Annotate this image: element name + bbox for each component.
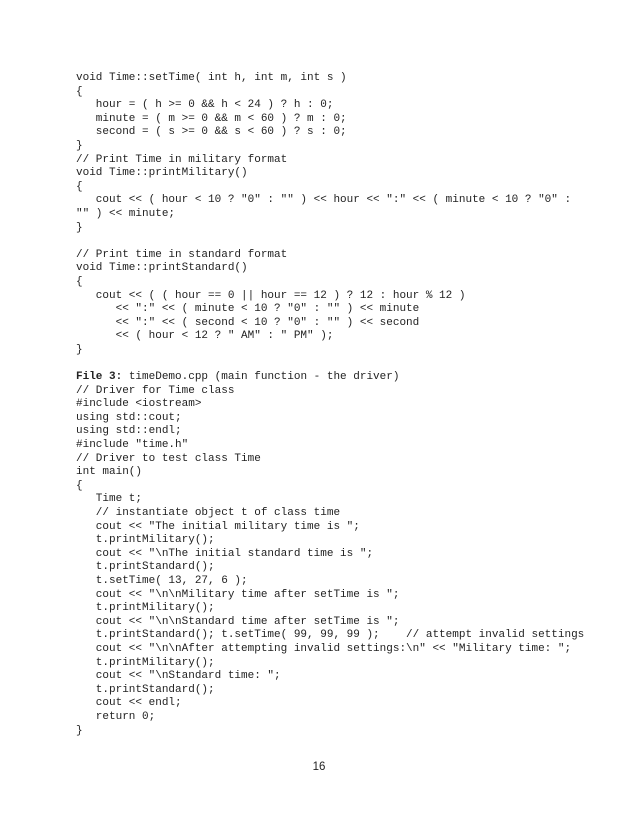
- code-line: // Print time in standard format: [76, 248, 288, 261]
- file-heading: [76, 371, 606, 385]
- code-line: cout << "\n\nAfter attempting invalid settings:\n" << "Military time: ";: [76, 642, 572, 655]
- code-line: minute = ( m >= 0 && m < 60 ) ? m : 0;: [76, 112, 347, 125]
- code-line: << ( hour < 12 ? " AM" : " PM" );: [76, 330, 334, 343]
- code-line: cout << "\nStandard time: ";: [76, 670, 281, 683]
- code-line: "" ) << minute;: [76, 207, 176, 220]
- code-line: }: [76, 724, 83, 737]
- code-line: // instantiate object t of class time: [76, 507, 341, 519]
- code-line: // Driver for Time class: [76, 384, 235, 397]
- code-line: hour = ( h >= 0 && h < 24 ) ? h : 0;: [76, 99, 334, 112]
- code-line: << ":" << ( second < 10 ? "0" : "" ) << second: [76, 316, 420, 329]
- code-line: << ":" << ( minute < 10 ? "0" : "" ) << minute: [76, 303, 420, 316]
- file-heading-label: File 3:: [76, 371, 123, 384]
- page-number: 16: [312, 761, 326, 773]
- code-line: t.setTime( 13, 27, 6 );: [76, 574, 248, 587]
- code-line: t.printMilitary();: [76, 656, 215, 669]
- code-line: // Driver to test class Time: [76, 452, 261, 465]
- code-line: t.printStandard(); t.setTime( 99, 99, 99 ); // attempt invalid settings: [76, 629, 585, 642]
- code-line: {: [76, 180, 83, 193]
- code-line: #include "time.h": [76, 439, 189, 452]
- code-line: cout << "\nThe initial standard time is ";: [76, 547, 374, 560]
- code-line: cout << "The initial military time is ";: [76, 520, 360, 533]
- code-line: #include <iostream>: [76, 398, 202, 411]
- code-line: {: [76, 85, 83, 98]
- code-line: void Time::setTime( int h, int m, int s ): [76, 72, 347, 84]
- code-listing: [76, 72, 606, 738]
- code-line: }: [76, 139, 83, 152]
- code-line: {: [76, 275, 83, 288]
- code-line: cout << endl;: [76, 697, 182, 710]
- code-line: cout << "\n\nMilitary time after setTime is ";: [76, 588, 400, 601]
- code-line: second = ( s >= 0 && s < 60 ) ? s : 0;: [76, 126, 347, 139]
- code-line: // Print Time in military format: [76, 153, 288, 166]
- code-line: }: [76, 221, 83, 234]
- code-line: cout << ( ( hour == 0 || hour == 12 ) ? 12 : hour % 12 ): [76, 289, 466, 302]
- file-heading-text: timeDemo.cpp (main function - the driver): [122, 371, 400, 384]
- code-line: [76, 357, 606, 371]
- code-line: void Time::printMilitary(): [76, 167, 248, 180]
- code-line: t.printMilitary();: [76, 602, 215, 615]
- code-line: [76, 235, 606, 249]
- code-line: using std::cout;: [76, 411, 182, 424]
- code-line: using std::endl;: [76, 425, 182, 438]
- code-line: {: [76, 479, 83, 492]
- code-line: }: [76, 343, 83, 356]
- code-line: t.printStandard();: [76, 561, 215, 574]
- code-line: cout << ( hour < 10 ? "0" : "" ) << hour << ":" << ( minute < 10 ? "0" :: [76, 194, 572, 207]
- code-line: cout << "\n\nStandard time after setTime is ";: [76, 615, 400, 628]
- code-line: void Time::printStandard(): [76, 262, 248, 275]
- code-line: int main(): [76, 466, 143, 479]
- code-line: t.printMilitary();: [76, 534, 215, 547]
- code-line: return 0;: [76, 710, 156, 723]
- code-line: t.printStandard();: [76, 683, 215, 696]
- code-line: Time t;: [76, 493, 143, 506]
